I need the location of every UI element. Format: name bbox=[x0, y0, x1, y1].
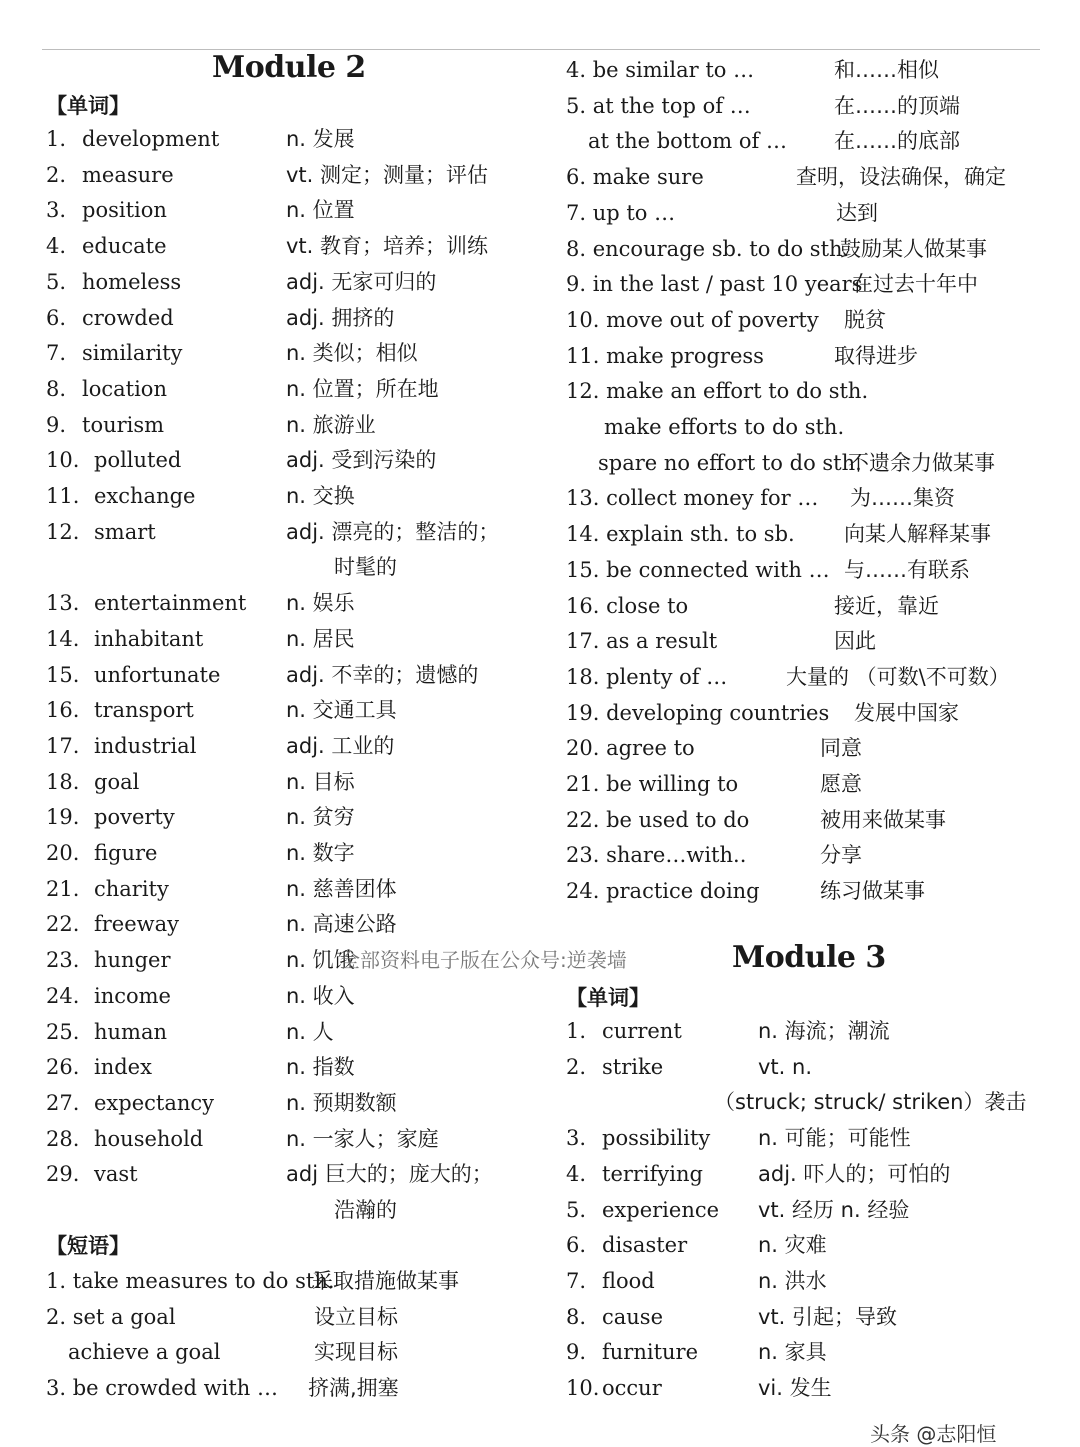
item-number: 2. bbox=[566, 1054, 587, 1079]
english-word: cause bbox=[602, 1304, 664, 1329]
word-row bbox=[44, 1014, 544, 1050]
phrase-meaning: 挤满,拥塞 bbox=[308, 1376, 399, 1401]
item-number: 5. bbox=[46, 269, 67, 294]
word-row bbox=[44, 335, 544, 371]
item-number: 6. bbox=[46, 305, 67, 330]
english-word: position bbox=[82, 198, 167, 223]
english-word: possibility bbox=[602, 1126, 711, 1151]
word-row bbox=[44, 407, 544, 443]
word-meaning: adj. 拥挤的 bbox=[286, 305, 395, 330]
english-phrase: 18. plenty of … bbox=[566, 664, 728, 689]
english-word: inhabitant bbox=[94, 626, 204, 651]
word-meaning: n. 娱乐 bbox=[286, 591, 355, 616]
word-meaning: n. 发展 bbox=[286, 127, 355, 151]
phrase-meaning: 鼓励某人做某事 bbox=[840, 236, 987, 261]
word-row bbox=[564, 1334, 1054, 1370]
english-phrase: 10. move out of poverty bbox=[566, 307, 819, 332]
word-meaning: n. 位置；所在地 bbox=[286, 376, 439, 401]
word-meaning: vt. n. bbox=[758, 1054, 812, 1079]
word-meaning: adj. 吓人的；可怕的 bbox=[758, 1161, 951, 1186]
phrase-meaning: 不遗余力做某事 bbox=[848, 450, 995, 475]
phrase-row bbox=[564, 766, 1054, 802]
word-meaning: n. 目标 bbox=[286, 769, 355, 794]
word-row bbox=[44, 1121, 544, 1157]
item-number: 5. bbox=[566, 1197, 587, 1222]
item-number: 10. bbox=[566, 1376, 600, 1400]
word-row bbox=[44, 300, 544, 336]
item-number: 4. bbox=[566, 1161, 587, 1186]
item-number: 18. bbox=[46, 769, 80, 794]
english-phrase: 7. up to … bbox=[566, 200, 676, 225]
word-meaning: n. 指数 bbox=[286, 1055, 355, 1080]
word-row bbox=[44, 621, 544, 657]
word-meaning: n. 家具 bbox=[758, 1340, 827, 1365]
top-rule bbox=[42, 49, 1040, 50]
word-meaning: n. 饥饿 bbox=[286, 948, 355, 973]
phrase-meaning: 发展中国家 bbox=[854, 700, 959, 725]
module2-title: Module 2 bbox=[212, 50, 366, 85]
word-row bbox=[564, 1120, 1054, 1156]
english-phrase: 17. as a result bbox=[566, 629, 718, 654]
item-number: 6. bbox=[566, 1233, 587, 1258]
phrase-row bbox=[564, 338, 1054, 374]
phrase-row bbox=[564, 195, 1054, 231]
phrase-meaning: 被用来做某事 bbox=[820, 807, 946, 832]
word-row bbox=[44, 549, 544, 585]
word-row bbox=[564, 1156, 1054, 1192]
word-row bbox=[44, 121, 544, 157]
english-word: terrifying bbox=[602, 1161, 703, 1186]
english-word: poverty bbox=[94, 805, 175, 830]
english-word: location bbox=[82, 376, 167, 401]
item-number: 10. bbox=[46, 448, 80, 473]
english-phrase: make efforts to do sth. bbox=[604, 415, 845, 439]
phrase-meaning: 设立目标 bbox=[314, 1304, 398, 1329]
word-meaning: adj. 工业的 bbox=[286, 733, 395, 758]
word-row bbox=[44, 1192, 544, 1228]
english-word: exchange bbox=[94, 484, 196, 508]
phrase-row bbox=[564, 373, 1054, 409]
item-number: 1. bbox=[46, 127, 67, 151]
word-row bbox=[564, 1263, 1054, 1299]
phrase-row bbox=[44, 1370, 544, 1406]
module3-words-header: 【单词】 bbox=[566, 986, 650, 1010]
item-number: 11. bbox=[46, 484, 80, 508]
word-meaning: n. 位置 bbox=[286, 198, 355, 223]
word-row bbox=[44, 1049, 544, 1085]
word-row bbox=[44, 728, 544, 764]
item-number: 16. bbox=[46, 698, 80, 723]
watermark: 全部资料电子版在公众号:逆袭墙 bbox=[340, 948, 627, 972]
english-word: smart bbox=[94, 519, 156, 544]
item-number: 22. bbox=[46, 912, 80, 937]
phrase-row bbox=[564, 623, 1054, 659]
english-word: strike bbox=[602, 1054, 664, 1079]
word-meaning: 时髦的 bbox=[334, 555, 397, 580]
phrase-meaning: 接近，靠近 bbox=[834, 593, 939, 618]
module2-phrases-header: 【短语】 bbox=[46, 1234, 130, 1258]
word-row bbox=[44, 871, 544, 907]
english-phrase: 22. be used to do bbox=[566, 807, 750, 832]
word-meaning: n. 高速公路 bbox=[286, 912, 397, 937]
item-number: 1. bbox=[566, 1019, 587, 1043]
phrase-row bbox=[564, 123, 1054, 159]
phrase-row bbox=[564, 659, 1054, 695]
item-number: 24. bbox=[46, 983, 80, 1008]
word-row bbox=[44, 264, 544, 300]
phrase-meaning: 在过去十年中 bbox=[852, 272, 978, 297]
item-number: 7. bbox=[46, 341, 67, 366]
word-meaning: adj. 漂亮的；整洁的； bbox=[286, 519, 500, 544]
word-row bbox=[44, 764, 544, 800]
word-row bbox=[44, 657, 544, 693]
phrase-row bbox=[564, 266, 1054, 302]
english-phrase: 3. be crowded with … bbox=[46, 1376, 278, 1401]
word-row bbox=[564, 1299, 1054, 1335]
phrase-meaning: 在……的顶端 bbox=[834, 93, 960, 118]
item-number: 26. bbox=[46, 1055, 80, 1080]
word-meaning: n. 可能；可能性 bbox=[758, 1126, 911, 1151]
phrase-meaning: 达到 bbox=[836, 200, 878, 225]
phrase-row bbox=[44, 1334, 544, 1370]
phrase-meaning: 在……的底部 bbox=[834, 129, 960, 154]
phrase-row bbox=[44, 1263, 544, 1299]
english-word: occur bbox=[602, 1376, 662, 1400]
word-meaning: （struck; struck/ striken）袭击 bbox=[714, 1090, 1027, 1115]
word-row bbox=[44, 1156, 544, 1192]
word-row bbox=[564, 1192, 1054, 1228]
english-phrase: 13. collect money for … bbox=[566, 486, 819, 511]
english-phrase: 15. be connected with … bbox=[566, 557, 830, 582]
item-number: 27. bbox=[46, 1090, 80, 1115]
english-phrase: 5. at the top of … bbox=[566, 93, 751, 118]
item-number: 13. bbox=[46, 591, 80, 616]
phrase-row bbox=[564, 480, 1054, 516]
word-meaning: adj. 无家可归的 bbox=[286, 269, 437, 294]
item-number: 29. bbox=[46, 1162, 80, 1187]
english-word: similarity bbox=[82, 341, 183, 366]
word-row bbox=[44, 1085, 544, 1121]
word-meaning: adj 巨大的；庞大的； bbox=[286, 1162, 493, 1187]
phrase-meaning: 查明，设法确保，确定 bbox=[796, 165, 1006, 190]
english-word: goal bbox=[94, 769, 140, 794]
word-meaning: n. 交换 bbox=[286, 484, 355, 508]
english-word: industrial bbox=[94, 733, 197, 758]
english-phrase: achieve a goal bbox=[68, 1340, 221, 1365]
english-word: freeway bbox=[94, 912, 180, 937]
item-number: 23. bbox=[46, 948, 80, 973]
english-word: unfortunate bbox=[94, 662, 221, 687]
english-word: flood bbox=[602, 1268, 655, 1293]
word-row bbox=[564, 1049, 1054, 1085]
word-row bbox=[44, 157, 544, 193]
module3-title: Module 3 bbox=[732, 940, 886, 975]
phrase-meaning: 因此 bbox=[834, 629, 876, 654]
english-phrase: at the bottom of … bbox=[588, 129, 787, 154]
english-word: household bbox=[94, 1126, 204, 1151]
item-number: 15. bbox=[46, 662, 80, 687]
item-number: 12. bbox=[46, 519, 80, 544]
word-meaning: vt. 测定；测量；评估 bbox=[286, 162, 489, 187]
word-row bbox=[44, 514, 544, 550]
word-meaning: n. 预期数额 bbox=[286, 1090, 397, 1115]
word-meaning: adj. 不幸的；遗憾的 bbox=[286, 662, 479, 687]
item-number: 3. bbox=[566, 1126, 587, 1151]
item-number: 21. bbox=[46, 876, 80, 901]
item-number: 8. bbox=[566, 1304, 587, 1329]
word-meaning: 浩瀚的 bbox=[334, 1198, 397, 1222]
item-number: 28. bbox=[46, 1126, 80, 1151]
english-phrase: 4. be similar to … bbox=[566, 58, 755, 82]
item-number: 7. bbox=[566, 1268, 587, 1293]
word-meaning: n. 旅游业 bbox=[286, 412, 376, 437]
phrase-meaning: 大量的 （可数\不可数） bbox=[786, 664, 1010, 689]
word-row bbox=[44, 478, 544, 514]
phrase-row bbox=[564, 445, 1054, 481]
word-meaning: vt. 教育；培养；训练 bbox=[286, 234, 489, 259]
footer-credit: 头条 @志阳恒 bbox=[870, 1422, 997, 1446]
word-meaning: n. 一家人；家庭 bbox=[286, 1126, 439, 1151]
word-row bbox=[44, 799, 544, 835]
word-meaning: n. 交通工具 bbox=[286, 698, 397, 723]
english-word: vast bbox=[94, 1162, 138, 1187]
word-meaning: adj. 受到污染的 bbox=[286, 448, 437, 473]
phrase-meaning: 与……有联系 bbox=[844, 557, 970, 582]
phrase-row bbox=[564, 52, 1054, 88]
item-number: 9. bbox=[46, 412, 67, 437]
word-row bbox=[44, 978, 544, 1014]
module2-words-header: 【单词】 bbox=[46, 94, 130, 118]
word-meaning: n. 贫穷 bbox=[286, 805, 355, 830]
phrase-row bbox=[564, 802, 1054, 838]
phrase-row bbox=[564, 552, 1054, 588]
phrase-meaning: 和……相似 bbox=[834, 58, 939, 82]
phrase-row bbox=[564, 231, 1054, 267]
phrase-meaning: 练习做某事 bbox=[820, 879, 925, 904]
item-number: 8. bbox=[46, 376, 67, 401]
item-number: 14. bbox=[46, 626, 80, 651]
word-row bbox=[44, 585, 544, 621]
english-word: current bbox=[602, 1019, 682, 1043]
english-phrase: 21. be willing to bbox=[566, 772, 739, 796]
phrase-meaning: 同意 bbox=[820, 736, 862, 761]
word-row bbox=[44, 371, 544, 407]
english-word: income bbox=[94, 983, 171, 1008]
item-number: 3. bbox=[46, 198, 67, 223]
phrase-meaning: 实现目标 bbox=[314, 1340, 398, 1365]
phrase-meaning: 向某人解释某事 bbox=[844, 522, 991, 547]
item-number: 4. bbox=[46, 234, 67, 259]
phrase-row bbox=[564, 730, 1054, 766]
english-phrase: 14. explain sth. to sb. bbox=[566, 522, 795, 547]
item-number: 17. bbox=[46, 733, 80, 758]
word-row bbox=[44, 835, 544, 871]
phrase-meaning: 为……集资 bbox=[850, 486, 955, 511]
english-word: tourism bbox=[82, 412, 165, 437]
word-meaning: n. 海流；潮流 bbox=[758, 1019, 890, 1043]
english-phrase: 1. take measures to do sth. bbox=[46, 1269, 335, 1293]
english-word: educate bbox=[82, 234, 167, 259]
word-row bbox=[564, 1084, 1054, 1120]
english-word: measure bbox=[82, 162, 174, 187]
item-number: 25. bbox=[46, 1019, 80, 1044]
phrase-row bbox=[564, 516, 1054, 552]
english-word: crowded bbox=[82, 305, 174, 330]
english-phrase: 23. share…with.. bbox=[566, 843, 747, 868]
phrase-row bbox=[564, 409, 1054, 445]
english-word: homeless bbox=[82, 269, 182, 294]
word-meaning: vt. 引起；导致 bbox=[758, 1304, 898, 1329]
phrase-row bbox=[564, 302, 1054, 338]
word-row bbox=[564, 1370, 1054, 1406]
word-row bbox=[44, 692, 544, 728]
english-phrase: 11. make progress bbox=[566, 343, 764, 368]
english-phrase: spare no effort to do sth. bbox=[598, 450, 862, 475]
english-phrase: 8. encourage sb. to do sth. bbox=[566, 236, 850, 261]
english-word: experience bbox=[602, 1197, 720, 1222]
english-word: hunger bbox=[94, 948, 171, 973]
english-phrase: 20. agree to bbox=[566, 736, 695, 761]
phrase-meaning: 分享 bbox=[820, 843, 862, 868]
english-phrase: 12. make an effort to do sth. bbox=[566, 379, 869, 404]
item-number: 2. bbox=[46, 162, 67, 187]
word-row bbox=[44, 906, 544, 942]
word-meaning: vt. 经历 n. 经验 bbox=[758, 1197, 910, 1222]
phrase-meaning: 采取措施做某事 bbox=[312, 1269, 459, 1293]
word-meaning: n. 收入 bbox=[286, 983, 355, 1008]
english-word: transport bbox=[94, 698, 194, 723]
phrase-row bbox=[564, 873, 1054, 909]
item-number: 9. bbox=[566, 1340, 587, 1365]
english-word: entertainment bbox=[94, 591, 247, 616]
english-word: human bbox=[94, 1019, 168, 1044]
item-number: 20. bbox=[46, 841, 80, 865]
english-word: charity bbox=[94, 876, 169, 901]
english-phrase: 9. in the last / past 10 years bbox=[566, 272, 863, 297]
word-meaning: n. 灾难 bbox=[758, 1233, 827, 1258]
word-row bbox=[564, 1013, 1054, 1049]
word-meaning: n. 人 bbox=[286, 1019, 334, 1044]
phrase-meaning: 愿意 bbox=[820, 772, 862, 796]
phrase-meaning: 取得进步 bbox=[834, 343, 918, 368]
english-word: disaster bbox=[602, 1233, 688, 1258]
english-phrase: 6. make sure bbox=[566, 165, 704, 190]
english-phrase: 19. developing countries bbox=[566, 700, 830, 725]
english-word: expectancy bbox=[94, 1090, 215, 1115]
english-phrase: 24. practice doing bbox=[566, 879, 760, 904]
english-word: figure bbox=[94, 841, 158, 865]
phrase-row bbox=[564, 837, 1054, 873]
phrase-row bbox=[564, 588, 1054, 624]
phrase-row bbox=[564, 159, 1054, 195]
word-meaning: n. 居民 bbox=[286, 626, 355, 651]
english-word: index bbox=[94, 1055, 152, 1080]
word-row bbox=[44, 442, 544, 478]
word-row bbox=[564, 1227, 1054, 1263]
phrase-row bbox=[564, 695, 1054, 731]
word-meaning: n. 数字 bbox=[286, 841, 355, 865]
phrase-meaning: 脱贫 bbox=[844, 307, 886, 332]
word-meaning: vi. 发生 bbox=[758, 1376, 832, 1400]
word-row bbox=[44, 192, 544, 228]
english-word: furniture bbox=[602, 1340, 699, 1365]
word-meaning: n. 洪水 bbox=[758, 1268, 827, 1293]
english-phrase: 2. set a goal bbox=[46, 1304, 176, 1329]
word-row bbox=[44, 228, 544, 264]
english-word: development bbox=[82, 127, 220, 151]
english-phrase: 16. close to bbox=[566, 593, 689, 618]
phrase-row bbox=[44, 1299, 544, 1335]
english-word: polluted bbox=[94, 448, 182, 473]
word-meaning: n. 慈善团体 bbox=[286, 876, 397, 901]
word-meaning: n. 类似；相似 bbox=[286, 341, 418, 366]
phrase-row bbox=[564, 88, 1054, 124]
item-number: 19. bbox=[46, 805, 80, 830]
